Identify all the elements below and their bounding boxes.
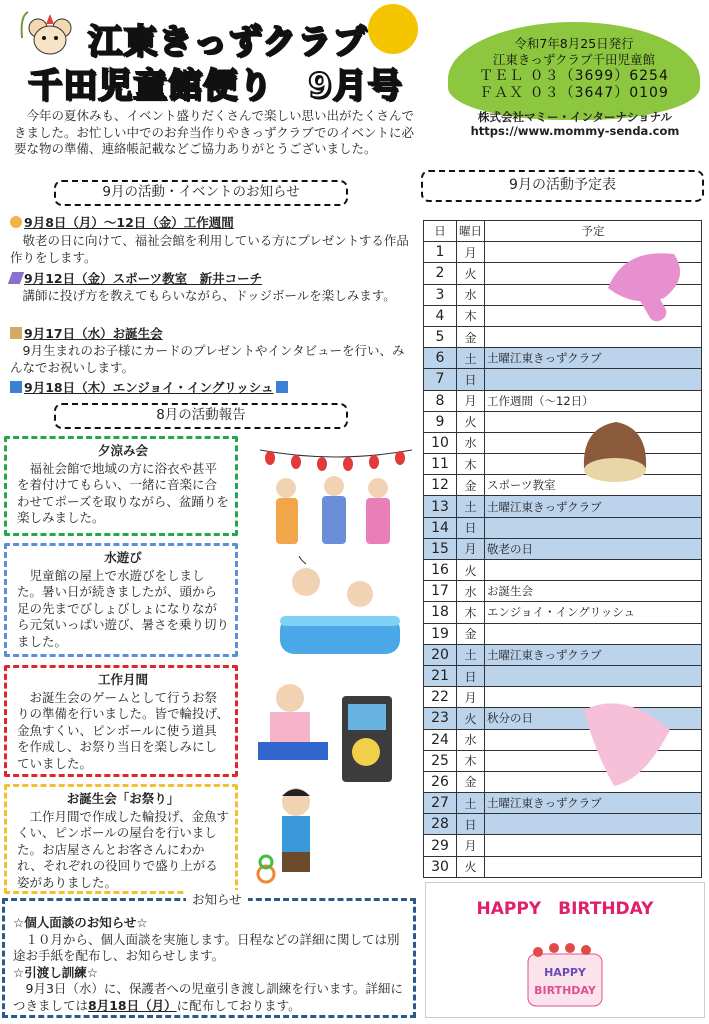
schedule-day: 18: [424, 602, 457, 623]
schedule-row: [424, 814, 702, 835]
schedule-weekday: 火: [457, 856, 485, 877]
notice-sub1: ☆個人面談のお知らせ☆: [13, 915, 148, 930]
schedule-weekday: 月: [457, 835, 485, 856]
report-title: 夕涼み会: [97, 443, 148, 458]
abc-icon: [276, 381, 288, 393]
schedule-plan: 敬老の日: [485, 538, 702, 559]
schedule-heading: 9月の活動予定表: [421, 170, 704, 202]
website-link[interactable]: https://www.mommy-senda.com: [470, 124, 680, 138]
schedule-day: 14: [424, 517, 457, 538]
schedule-day: 1: [424, 242, 457, 263]
schedule-day: 17: [424, 581, 457, 602]
schedule-weekday: 月: [457, 687, 485, 708]
schedule-row: [424, 475, 702, 496]
schedule-weekday: 土: [457, 793, 485, 814]
schedule-weekday: 日: [457, 517, 485, 538]
schedule-weekday: 金: [457, 771, 485, 792]
schedule-row: [424, 348, 702, 369]
schedule-row: [424, 623, 702, 644]
event-body: 講師に投げ方を教えてもらいながら、ドッジボールを楽しみます。: [22, 288, 396, 303]
schedule-row: [424, 369, 702, 390]
schedule-row: [424, 390, 702, 411]
report-body: 工作月間で作成した輪投げ、金魚すくい、ピンボールの屋台を行いました。お店屋さんとお客さんにわかれ、それぞれの役回りで盛り上がる姿がありました。: [17, 808, 230, 890]
schedule-day: 8: [424, 390, 457, 411]
schedule-row: [424, 602, 702, 623]
report-title: お誕生会「お祭り」: [66, 791, 180, 806]
schedule-plan: [485, 814, 702, 835]
schedule-row: [424, 835, 702, 856]
schedule-weekday: 木: [457, 454, 485, 475]
event-body: 9月生まれのお子様にカードのプレゼントやインタビューを行い、みんなでお祝いします。: [10, 343, 405, 375]
report-body: 福祉会館で地域の方に浴衣や甚平を着付けてもらい、一緒に音楽に合わせてポーズを取りながら、盆踊りを楽しみました。: [17, 460, 229, 525]
schedule-plan: お誕生会: [485, 581, 702, 602]
moon-rabbit-icon: [368, 4, 418, 54]
schedule-weekday: 月: [457, 538, 485, 559]
schedule-day: 11: [424, 454, 457, 475]
col-day: 日: [424, 221, 457, 242]
schedule-weekday: 土: [457, 644, 485, 665]
notice-body1: １０月から、個人面談を実施します。日程などの詳細に関しては別途お手紙を配布し、お知らせします。: [13, 931, 400, 963]
schedule-plan: 土曜江東きっずクラブ: [485, 644, 702, 665]
chestnut-illustration: [578, 418, 652, 488]
schedule-day: 3: [424, 284, 457, 305]
schedule-plan: [485, 623, 702, 644]
schedule-day: 9: [424, 411, 457, 432]
events-heading: 9月の活動・イベントのお知らせ: [54, 180, 348, 206]
contact-info: [448, 36, 700, 102]
schedule-day: 4: [424, 305, 457, 326]
schedule-day: 10: [424, 432, 457, 453]
schedule-plan: [485, 517, 702, 538]
schedule-weekday: 火: [457, 411, 485, 432]
schedule-weekday: 火: [457, 708, 485, 729]
schedule-plan: [485, 835, 702, 856]
schedule-day: 28: [424, 814, 457, 835]
org-name: 江東きっずクラブ千田児童館: [492, 52, 656, 67]
person-icon: [10, 216, 22, 228]
schedule-row: [424, 538, 702, 559]
title-line2: 千田児童館便り 9月号: [28, 66, 403, 106]
schedule-day: 25: [424, 750, 457, 771]
cake-icon: [10, 327, 22, 339]
schedule-day: 12: [424, 475, 457, 496]
cake-text-line1: HAPPY: [544, 966, 586, 979]
event-body: 敬老の日に向けて、福祉会館を利用している方にプレゼントする作品作りをします。: [10, 233, 409, 265]
schedule-day: 30: [424, 856, 457, 877]
schedule-plan: 工作週間（～12日）: [485, 390, 702, 411]
schedule-day: 20: [424, 644, 457, 665]
schedule-row: [424, 432, 702, 453]
col-weekday: 曜日: [457, 221, 485, 242]
water-play-illustration: [260, 556, 410, 660]
schedule-row: [424, 496, 702, 517]
schedule-row: [424, 793, 702, 814]
schedule-day: 24: [424, 729, 457, 750]
report-title: 工作月間: [97, 672, 148, 687]
event-title: 9月18日（木）エンジョイ・イングリッシュ: [10, 378, 290, 396]
event-title: 9月8日（月）～12日（金）工作週間: [10, 213, 234, 231]
schedule-day: 7: [424, 369, 457, 390]
schedule-weekday: 木: [457, 750, 485, 771]
schedule-day: 22: [424, 687, 457, 708]
schedule-row: [424, 856, 702, 877]
schedule-day: 29: [424, 835, 457, 856]
schedule-day: 21: [424, 665, 457, 686]
event-title: 9月12日（金）スポーツ教室 新井コーチ: [10, 269, 262, 287]
ring-toss-illustration: [252, 782, 342, 892]
col-plan: 予定: [485, 221, 702, 242]
company-info: [440, 110, 709, 138]
bon-odori-illustration: [256, 440, 416, 550]
schedule-weekday: 日: [457, 814, 485, 835]
schedule-weekday: 月: [457, 242, 485, 263]
schedule-day: 2: [424, 263, 457, 284]
intro-text: 今年の夏休みも、イベント盛りだくさんで楽しい思い出がたくさんできました。お忙しい中でのお弁当作りやきっずクラブでのイベントに必要な物の準備、連絡帳記載などご協力ありがとうございました。: [14, 108, 415, 156]
fax: ＦＡＸ ０３（3647）0109: [479, 85, 669, 101]
schedule-day: 6: [424, 348, 457, 369]
schedule-weekday: 月: [457, 390, 485, 411]
schedule-day: 16: [424, 560, 457, 581]
schedule-row: [424, 411, 702, 432]
title-line1: 江東きっずクラブ: [88, 22, 367, 62]
schedule-row: [424, 560, 702, 581]
schedule-weekday: 水: [457, 284, 485, 305]
schedule-plan: [485, 560, 702, 581]
craft-pinball-illustration: [256, 676, 416, 786]
schedule-header-row: [424, 221, 702, 242]
schedule-weekday: 日: [457, 369, 485, 390]
cake-text-line2: BIRTHDAY: [534, 984, 596, 997]
notice-sub2: ☆引渡し訓練☆: [13, 964, 98, 980]
reports-heading: 8月の活動報告: [54, 403, 348, 429]
schedule-row: [424, 517, 702, 538]
schedule-weekday: 火: [457, 263, 485, 284]
schedule-day: 15: [424, 538, 457, 559]
schedule-row: [424, 644, 702, 665]
schedule-plan: [485, 665, 702, 686]
mouse-mascot-illustration: [18, 8, 76, 60]
birthday-banner: HAPPY BIRTHDAY: [476, 899, 654, 919]
notice-title: お知らせ: [186, 890, 248, 908]
event-title: 9月17日（水）お誕生会: [10, 324, 163, 342]
abc-icon: [10, 381, 22, 393]
schedule-weekday: 水: [457, 729, 485, 750]
schedule-weekday: 金: [457, 326, 485, 347]
tel: ＴＥＬ ０３（3699）6254: [479, 68, 669, 84]
schedule-weekday: 水: [457, 432, 485, 453]
leaf-illustration: [574, 690, 680, 790]
report-body: 児童館の屋上で水遊びをしました。暑い日が続きましたが、頭から足の先までびしょびしょになりながら元気いっぱい遊び、暑さを乗り切りました。: [17, 567, 230, 649]
report-card: [4, 665, 238, 777]
schedule-day: 27: [424, 793, 457, 814]
schedule-plan: 土曜江東きっずクラブ: [485, 793, 702, 814]
notice-body2: 9月3日（水）に、保護者への児童引き渡し訓練を行います。詳細につきましては8月18日（月）に配布しております。: [13, 981, 403, 1013]
schedule-plan: 土曜江東きっずクラブ: [485, 496, 702, 517]
schedule-day: 19: [424, 623, 457, 644]
report-card: [4, 436, 238, 536]
schedule-plan: エンジョイ・イングリッシュ: [485, 602, 702, 623]
report-body: お誕生会のゲームとして行うお祭りの準備を行いました。皆で輪投げ、金魚すくい、ピンボールに使う道具を作成し、お祭り当日を楽しみにしていました。: [17, 689, 230, 771]
pencil-icon: [8, 272, 24, 284]
schedule-plan: 秋分の日: [485, 708, 702, 729]
schedule-row: [424, 665, 702, 686]
schedule-day: 23: [424, 708, 457, 729]
schedule-weekday: 土: [457, 348, 485, 369]
schedule-weekday: 木: [457, 602, 485, 623]
schedule-weekday: 金: [457, 475, 485, 496]
mushroom-illustration: [604, 248, 690, 330]
issue-date: 令和7年8月25日発行: [514, 36, 634, 51]
notice-box: [2, 898, 416, 1018]
schedule-plan: [485, 856, 702, 877]
schedule-weekday: 火: [457, 560, 485, 581]
schedule-plan: [485, 369, 702, 390]
schedule-row: [424, 581, 702, 602]
report-card: [4, 543, 238, 657]
schedule-weekday: 水: [457, 581, 485, 602]
schedule-weekday: 木: [457, 305, 485, 326]
report-title: 水遊び: [104, 550, 142, 565]
birthday-cake-illustration: [508, 914, 622, 1014]
schedule-weekday: 土: [457, 496, 485, 517]
company-name: 株式会社マミー・インターナショナル: [477, 110, 672, 124]
report-card: [4, 784, 238, 894]
schedule-plan: スポーツ教室: [485, 475, 702, 496]
schedule-weekday: 金: [457, 623, 485, 644]
schedule-day: 13: [424, 496, 457, 517]
schedule-weekday: 日: [457, 665, 485, 686]
schedule-plan: 土曜江東きっずクラブ: [485, 348, 702, 369]
schedule-row: [424, 454, 702, 475]
schedule-day: 26: [424, 771, 457, 792]
schedule-day: 5: [424, 326, 457, 347]
